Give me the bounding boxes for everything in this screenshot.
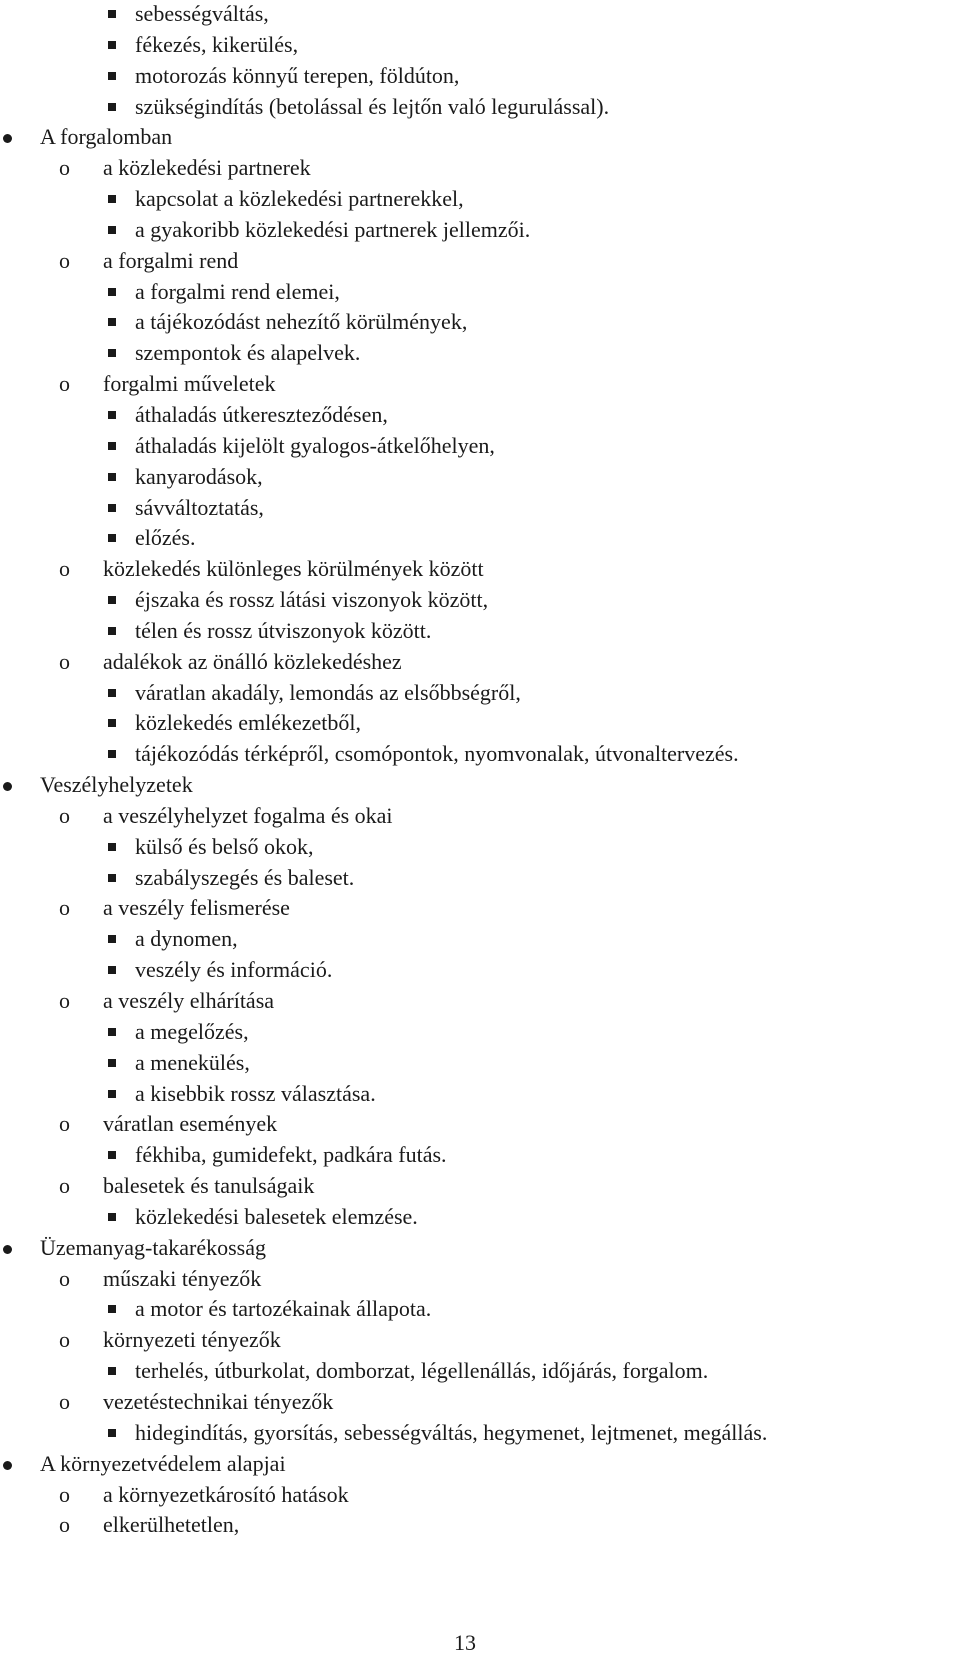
outline-item-text: elkerülhetetlen, <box>103 1512 240 1538</box>
outline-item-level-2 <box>0 369 960 400</box>
outline-item-level-2 <box>0 246 960 277</box>
square-bullet-icon <box>108 708 118 739</box>
outline-item-text: közlekedési balesetek elemzése. <box>135 1203 418 1229</box>
outline-item-level-2 <box>0 893 960 924</box>
outline-item-text: szükségindítás (betolással és lejtőn való legurulással). <box>135 93 610 119</box>
outline-item-text: tájékozódás térképről, csomópontok, nyomvonalak, útvonaltervezés. <box>135 741 739 767</box>
outline-item-level-3 <box>0 523 960 554</box>
page-number: 13 <box>454 1630 476 1655</box>
square-bullet-icon <box>108 739 118 770</box>
circle-o-bullet: o <box>59 1111 70 1137</box>
outline-item-text: szempontok és alapelvek. <box>135 340 361 366</box>
outline-item-level-1 <box>0 1449 960 1480</box>
square-bullet-icon <box>108 277 118 308</box>
outline-item-level-3 <box>0 431 960 462</box>
outline-item-text: hidegindítás, gyorsítás, sebességváltás, hegymenet, lejtmenet, megállás. <box>135 1419 768 1445</box>
outline-item-level-3 <box>0 1140 960 1171</box>
outline-item-level-3 <box>0 92 960 123</box>
square-bullet-icon <box>108 678 118 709</box>
outline-item-text: áthaladás útkereszteződésen, <box>135 401 388 427</box>
square-bullet-icon <box>108 338 118 369</box>
outline-item-level-1 <box>0 770 960 801</box>
outline-item-text: télen és rossz útviszonyok között. <box>135 617 432 643</box>
circle-o-bullet: o <box>59 1265 70 1291</box>
outline-item-level-2 <box>0 1171 960 1202</box>
outline-item-text: a dynomen, <box>135 926 238 952</box>
outline-item-text: kapcsolat a közlekedési partnerekkel, <box>135 186 464 212</box>
circle-o-bullet: o <box>59 371 70 397</box>
outline-item-text: Üzemanyag-takarékosság <box>40 1234 267 1260</box>
square-bullet-icon <box>108 955 118 986</box>
circle-o-bullet: o <box>59 1512 70 1538</box>
bullet-dot-icon <box>3 1233 13 1264</box>
square-bullet-icon <box>108 1294 118 1325</box>
outline-item-level-3 <box>0 307 960 338</box>
outline-item-text: A forgalomban <box>40 124 173 150</box>
outline-item-level-3 <box>0 1079 960 1110</box>
bullet-dot-icon <box>3 770 13 801</box>
square-bullet-icon <box>108 184 118 215</box>
circle-o-bullet: o <box>59 556 70 582</box>
outline-item-text: a kisebbik rossz választása. <box>135 1080 376 1106</box>
outline-item-level-2 <box>0 1264 960 1295</box>
outline-item-level-3 <box>0 678 960 709</box>
square-bullet-icon <box>108 30 118 61</box>
outline-item-level-3 <box>0 955 960 986</box>
outline-item-text: forgalmi műveletek <box>103 371 276 397</box>
outline-item-text: éjszaka és rossz látási viszonyok között, <box>135 587 489 613</box>
circle-o-bullet: o <box>59 648 70 674</box>
circle-o-bullet: o <box>59 895 70 921</box>
outline-item-level-3 <box>0 924 960 955</box>
outline-item-level-3 <box>0 0 960 30</box>
outline-item-text: Veszélyhelyzetek <box>40 772 193 798</box>
outline-item-text: közlekedés emlékezetből, <box>135 710 362 736</box>
square-bullet-icon <box>108 1202 118 1233</box>
outline-item-level-2 <box>0 1109 960 1140</box>
outline-item-level-2 <box>0 153 960 184</box>
outline-item-level-3 <box>0 1048 960 1079</box>
square-bullet-icon <box>108 92 118 123</box>
outline-item-text: kanyarodások, <box>135 463 263 489</box>
outline-item-text: a menekülés, <box>135 1049 250 1075</box>
outline-item-level-2 <box>0 647 960 678</box>
outline-item-level-1 <box>0 1233 960 1264</box>
outline-item-level-3 <box>0 1356 960 1387</box>
square-bullet-icon <box>108 431 118 462</box>
bullet-dot-icon <box>3 1449 13 1480</box>
outline-item-text: A környezetvédelem alapjai <box>40 1450 286 1476</box>
outline-item-text: a forgalmi rend elemei, <box>135 278 340 304</box>
outline-item-level-3 <box>0 863 960 894</box>
outline-item-level-2 <box>0 1387 960 1418</box>
outline-item-level-1 <box>0 122 960 153</box>
outline-item-level-3 <box>0 708 960 739</box>
outline-item-text: áthaladás kijelölt gyalogos-átkelőhelyen, <box>135 432 495 458</box>
square-bullet-icon <box>108 1017 118 1048</box>
outline-item-level-3 <box>0 184 960 215</box>
outline-item-level-3 <box>0 400 960 431</box>
square-bullet-icon <box>108 493 118 524</box>
square-bullet-icon <box>108 616 118 647</box>
circle-o-bullet: o <box>59 247 70 273</box>
outline-item-text: közlekedés különleges körülmények között <box>103 556 484 582</box>
outline-item-level-3 <box>0 61 960 92</box>
outline-item-level-3 <box>0 1418 960 1449</box>
outline-item-level-3 <box>0 1202 960 1233</box>
outline-item-text: veszély és információ. <box>135 957 333 983</box>
outline-item-level-3 <box>0 1017 960 1048</box>
outline-item-text: fékezés, kikerülés, <box>135 31 299 57</box>
outline-item-text: a veszélyhelyzet fogalma és okai <box>103 802 393 828</box>
square-bullet-icon <box>108 1140 118 1171</box>
outline-item-text: a környezetkárosító hatások <box>103 1481 349 1507</box>
outline-item-level-3 <box>0 585 960 616</box>
square-bullet-icon <box>108 0 118 30</box>
square-bullet-icon <box>108 523 118 554</box>
outline-item-level-3 <box>0 832 960 863</box>
square-bullet-icon <box>108 863 118 894</box>
outline-item-text: balesetek és tanulságaik <box>103 1173 315 1199</box>
square-bullet-icon <box>108 585 118 616</box>
outline-item-level-2 <box>0 554 960 585</box>
outline-item-text: fékhiba, gumidefekt, padkára futás. <box>135 1142 447 1168</box>
circle-o-bullet: o <box>59 988 70 1013</box>
square-bullet-icon <box>108 1418 118 1449</box>
outline-item-level-3 <box>0 338 960 369</box>
bullet-dot-icon <box>3 122 13 153</box>
outline-item-text: sávváltoztatás, <box>135 494 264 520</box>
outline-item-text: a gyakoribb közlekedési partnerek jellemzői. <box>135 216 531 242</box>
circle-o-bullet: o <box>59 155 70 181</box>
square-bullet-icon <box>108 400 118 431</box>
outline-item-text: váratlan események <box>103 1111 278 1137</box>
outline-item-text: a közlekedési partnerek <box>103 155 311 181</box>
circle-o-bullet: o <box>59 1481 70 1507</box>
outline-item-text: a megelőzés, <box>135 1018 249 1044</box>
outline-item-text: külső és belső okok, <box>135 833 314 859</box>
outline-item-text: műszaki tényezők <box>103 1265 262 1291</box>
outline-item-text: a tájékozódást nehezítő körülmények, <box>135 309 468 335</box>
outline-item-text: vezetéstechnikai tényezők <box>103 1388 334 1414</box>
outline-item-text: terhelés, útburkolat, domborzat, légellenállás, időjárás, forgalom. <box>135 1358 709 1384</box>
square-bullet-icon <box>108 215 118 246</box>
outline-item-level-3 <box>0 277 960 308</box>
outline-item-text: környezeti tényezők <box>103 1327 281 1353</box>
outline-item-level-2 <box>0 986 960 1017</box>
circle-o-bullet: o <box>59 1388 70 1414</box>
outline-item-text: a veszély elhárítása <box>103 988 275 1013</box>
circle-o-bullet: o <box>59 802 70 828</box>
square-bullet-icon <box>108 307 118 338</box>
square-bullet-icon <box>108 61 118 92</box>
outline-item-level-3 <box>0 739 960 770</box>
outline-item-text: szabályszegés és baleset. <box>135 864 355 890</box>
outline-item-text: sebességváltás, <box>135 1 269 26</box>
outline-item-level-3 <box>0 30 960 61</box>
square-bullet-icon <box>108 1356 118 1387</box>
outline-item-text: előzés. <box>135 525 196 551</box>
square-bullet-icon <box>108 924 118 955</box>
outline-item-text: a motor és tartozékainak állapota. <box>135 1296 432 1322</box>
outline-item-level-2 <box>0 801 960 832</box>
outline-item-level-3 <box>0 616 960 647</box>
outline-item-level-3 <box>0 462 960 493</box>
outline-item-level-3 <box>0 215 960 246</box>
outline-item-text: adalékok az önálló közlekedéshez <box>103 648 402 674</box>
outline-item-level-2 <box>0 1510 960 1541</box>
square-bullet-icon <box>108 1048 118 1079</box>
circle-o-bullet: o <box>59 1173 70 1199</box>
outline-item-text: a forgalmi rend <box>103 247 239 273</box>
outline-item-text: a veszély felismerése <box>103 895 290 921</box>
square-bullet-icon <box>108 832 118 863</box>
outline-item-level-2 <box>0 1325 960 1356</box>
outline-item-level-3 <box>0 1294 960 1325</box>
outline-item-level-3 <box>0 493 960 524</box>
outline-item-text: motorozás könnyű terepen, földúton, <box>135 62 460 88</box>
square-bullet-icon <box>108 1079 118 1110</box>
outline-item-level-2 <box>0 1480 960 1511</box>
outline-item-text: váratlan akadály, lemondás az elsőbbségről, <box>135 679 521 705</box>
circle-o-bullet: o <box>59 1327 70 1353</box>
square-bullet-icon <box>108 462 118 493</box>
